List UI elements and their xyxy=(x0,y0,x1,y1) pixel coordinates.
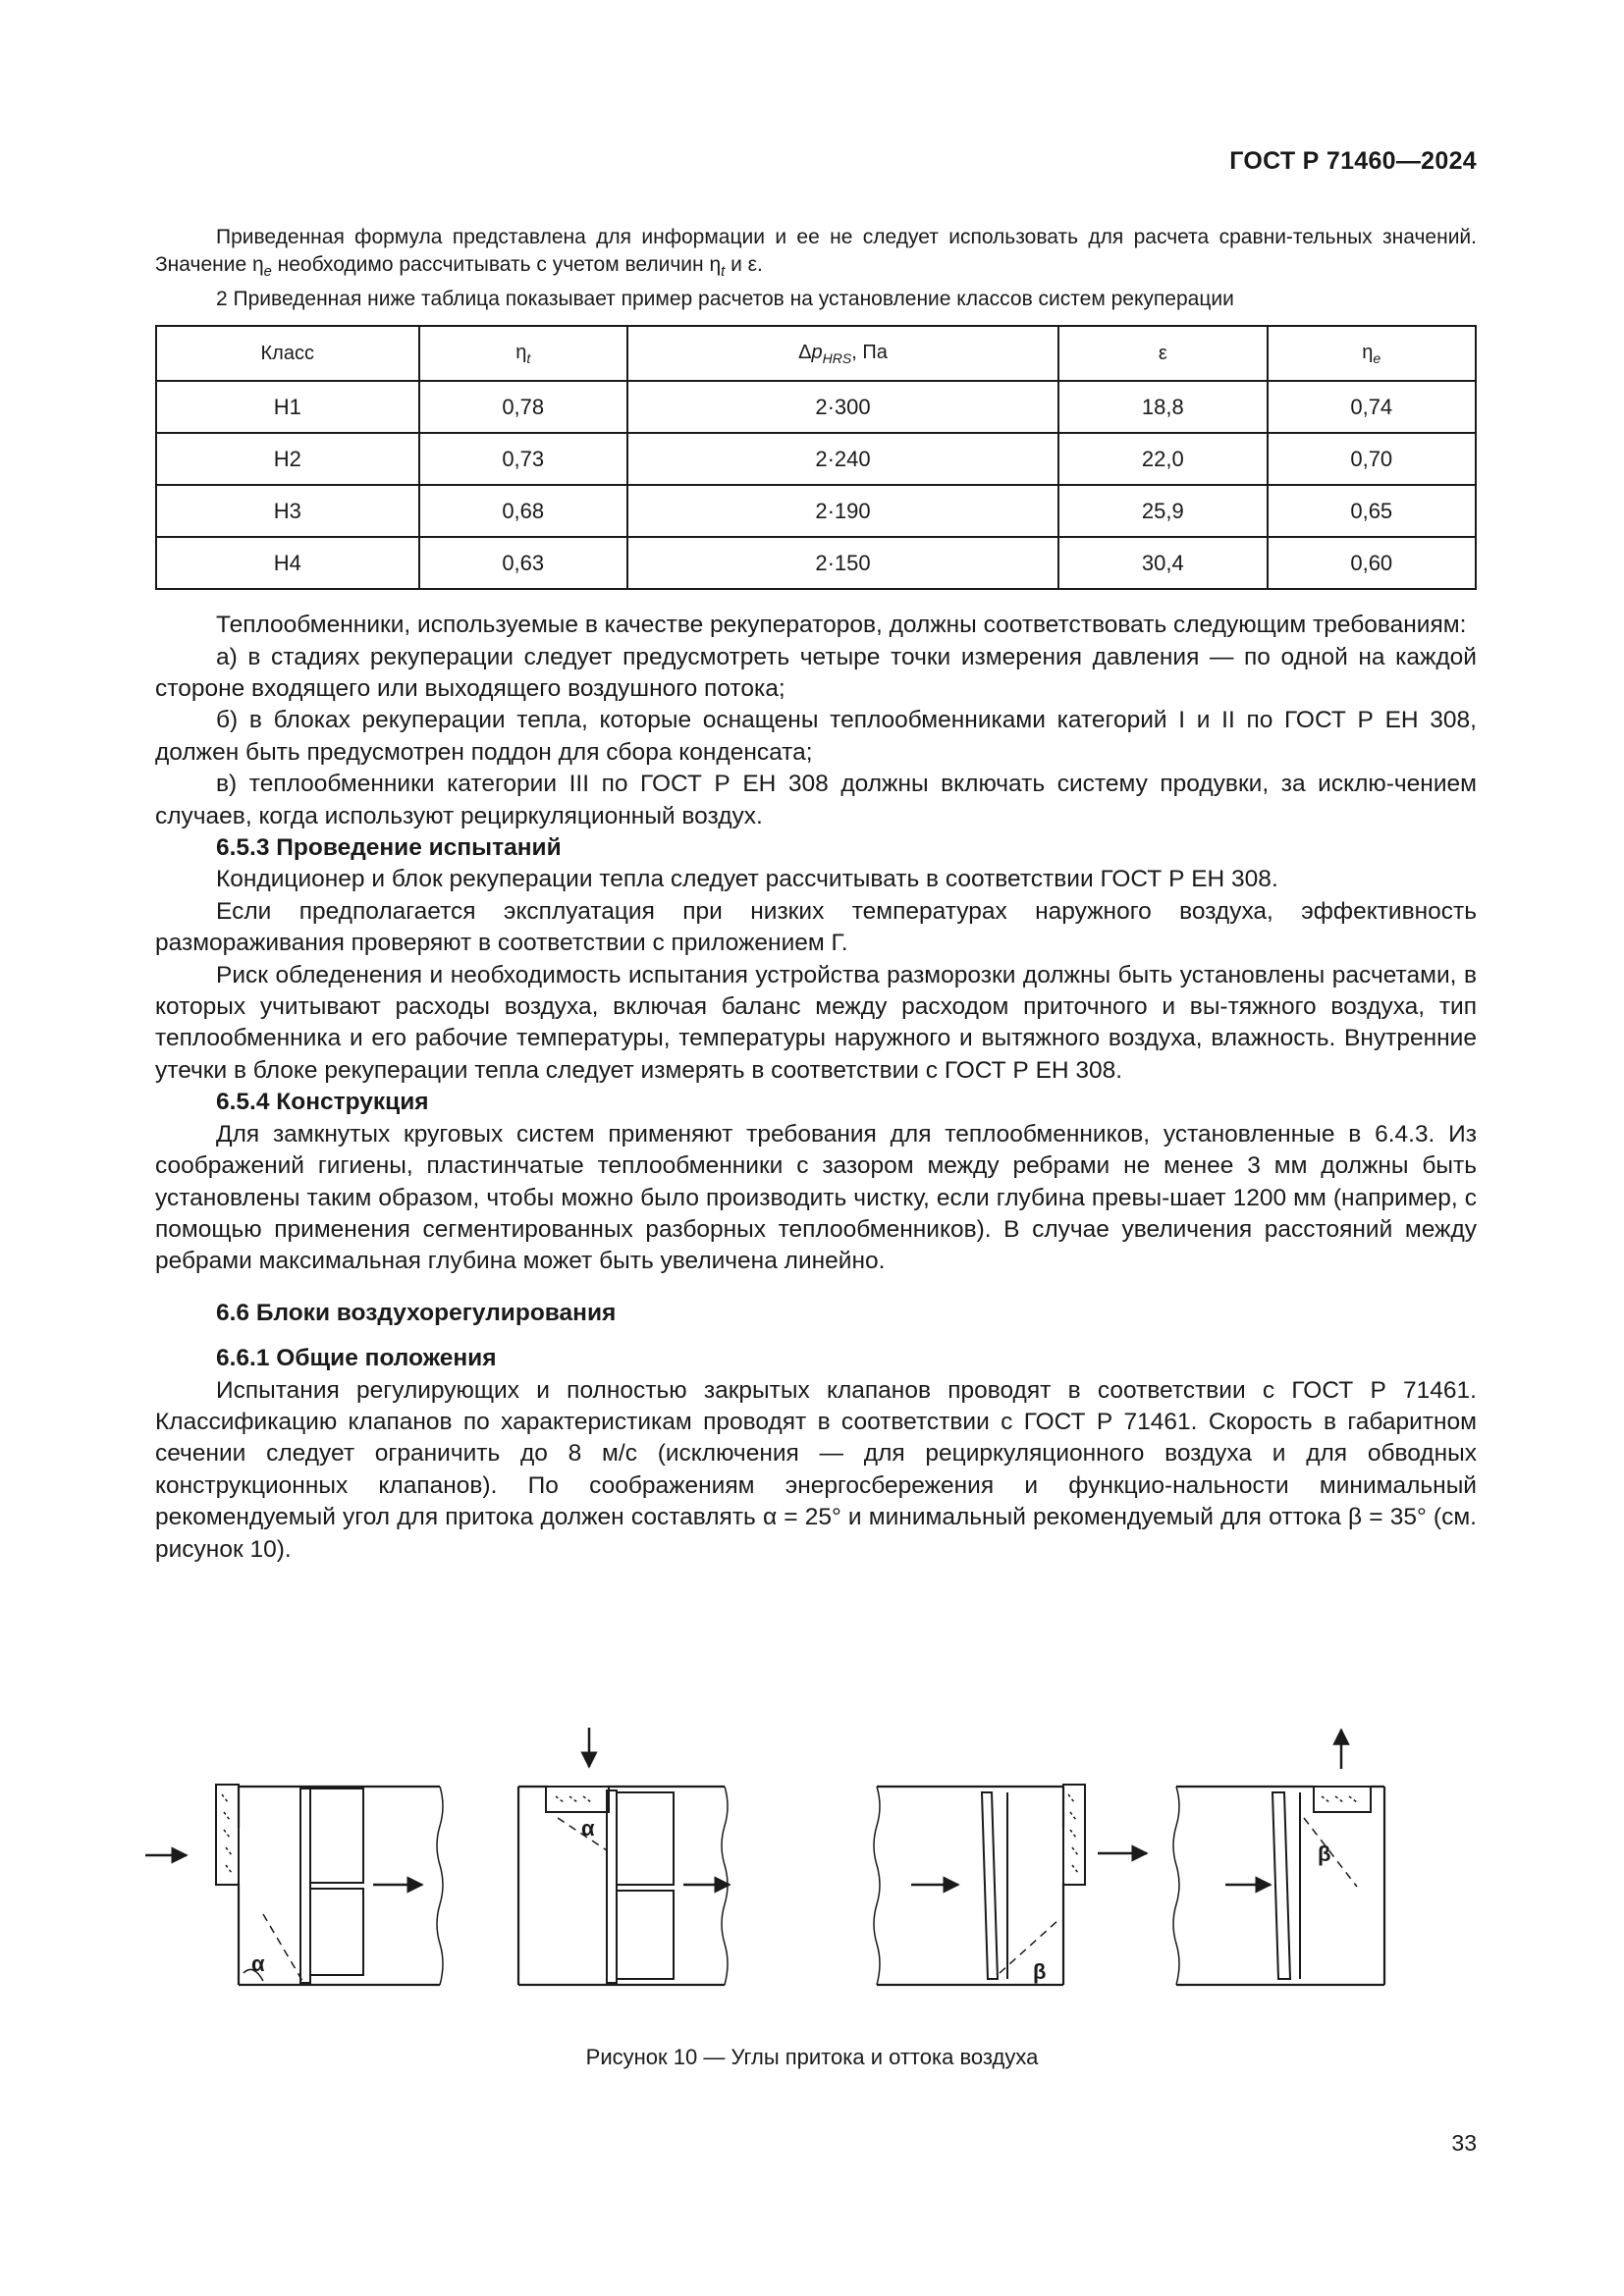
note-table-intro: 2 Приведенная ниже таблица показывает пример расчетов на установление классов систем рекуперации xyxy=(216,288,1234,311)
figure-caption: Рисунок 10 — Углы притока и оттока воздуха xyxy=(585,2045,1039,2069)
cell-eta-t: 0,68 xyxy=(419,485,627,537)
cell-eta-e: 0,60 xyxy=(1268,537,1476,589)
recuperation-class-table xyxy=(155,325,1477,590)
cell-eta-t: 0,73 xyxy=(419,433,627,485)
list-item-b: б) в блоках рекуперации тепла, которые оснащены теплообменниками категорий I и II по ГОСТ Р ЕН 308, должен быть предусмотрен поддон для сбора конденсата; xyxy=(155,707,1477,766)
section-heading-6-5-3: 6.5.3 Проведение испытаний xyxy=(216,834,562,862)
paragraph-6-5-3-a: Кондиционер и блок рекуперации тепла следует рассчитывать в соответствии ГОСТ Р ЕН 308. xyxy=(216,866,1278,893)
col-header-eta-e: $\eta_e$ xyxy=(1268,326,1476,381)
angle-label-alpha-2: α xyxy=(581,1816,595,1841)
list-item-c: в) теплообменники категории III по ГОСТ Р ЕН 308 должны включать систему продувки, за исклю-чением случаев, когда используют рециркуляционный воздух. xyxy=(155,771,1477,829)
table-row xyxy=(156,537,1476,589)
diagram-panel-inflow-side xyxy=(145,1785,443,1985)
cell-class: H1 xyxy=(156,381,419,433)
page-number: 33 xyxy=(1451,2130,1477,2156)
angle-label-beta-1: β xyxy=(1033,1959,1047,1984)
cell-eta-e: 0,65 xyxy=(1268,485,1476,537)
col-header-eta-t: $\eta_t$ xyxy=(419,326,627,381)
table-row xyxy=(156,433,1476,485)
paragraph-6-5-3-b: Если предполагается эксплуатация при низких температурах наружного воздуха, эффективность размораживания проверяют в соответствии с приложением Г. xyxy=(155,897,1477,957)
page-content xyxy=(155,224,1477,1566)
cell-eps: 25,9 xyxy=(1058,485,1267,537)
document-id-header: ГОСТ Р 71460—2024 xyxy=(1229,147,1477,175)
cell-class: H3 xyxy=(156,485,419,537)
cell-dp: 2·300 xyxy=(627,381,1058,433)
cell-eps: 22,0 xyxy=(1058,433,1267,485)
table-row xyxy=(156,485,1476,537)
cell-class: H4 xyxy=(156,537,419,589)
cell-dp: 2·190 xyxy=(627,485,1058,537)
cell-eta-e: 0,70 xyxy=(1268,433,1476,485)
cell-eta-t: 0,63 xyxy=(419,537,627,589)
figure-airflow-angles xyxy=(145,1728,1481,2012)
paragraph-requirements-intro: Теплообменники, используемые в качестве рекуператоров, должны соответствовать следующим требованиям: xyxy=(216,612,1467,639)
cell-eps: 18,8 xyxy=(1058,381,1267,433)
section-heading-6-6: 6.6 Блоки воздухорегулирования xyxy=(216,1299,617,1326)
diagram-panel-outflow-side xyxy=(874,1785,1147,1985)
cell-dp: 2·150 xyxy=(627,537,1058,589)
cell-class: H2 xyxy=(156,433,419,485)
cell-eps: 30,4 xyxy=(1058,537,1267,589)
col-header-dp: $\Delta p_{HRS}$, Па xyxy=(627,326,1058,381)
col-header-class: Класс xyxy=(156,326,419,381)
diagram-panel-outflow-top xyxy=(1173,1730,1384,1985)
paragraph-6-5-4: Для замкнутых круговых систем применяют требования для теплообменников, установленные в 6.4.3. Из соображений гигиены, пластинчатые теплообменники с зазором между ребрами не менее 3 мм должны быть установлены таким образом, чтобы можно было производить чистку, если глубина превы-шает 1200 мм (например, с помощью применения сегментированных разборных теплообменников). В случае увеличения расстояний между ребрами максимальная глубина может быть увеличена линейно. xyxy=(155,1120,1477,1275)
list-item-a: а) в стадиях рекуперации следует предусмотреть четыре точки измерения давления — по одной на каждой стороне входящего или выходящего воздушного потока; xyxy=(155,643,1477,702)
cell-dp: 2·240 xyxy=(627,433,1058,485)
paragraph-6-5-3-c: Риск обледенения и необходимость испытания устройства разморозки должны быть установлены расчетами, в которых учитывают расходы воздуха, включая баланс между расходом приточного и вы-тяжного воздуха, тип теплообменника и его рабочие температуры, температуры наружного и вытяжного воздуха, влажность. Внутренние утечки в блоке рекуперации тепла следует измерять в соответствии с ГОСТ Р ЕН 308. xyxy=(155,961,1477,1084)
cell-eta-t: 0,78 xyxy=(419,381,627,433)
angle-label-alpha-1: α xyxy=(251,1951,265,1976)
diagram-panel-inflow-top xyxy=(518,1728,730,1985)
table-row xyxy=(156,381,1476,433)
table-header-row xyxy=(156,326,1476,381)
paragraph-6-6-1: Испытания регулирующих и полностью закрытых клапанов проводят в соответствии с ГОСТ Р 71461. Классификацию клапанов по характеристикам проводят в соответствии с ГОСТ Р 71461. Скорость в габаритном сечении следует ограничить до 8 м/с (исключения — для рециркуляционного воздуха и для обводных конструкционных клапанов). По соображениям энергосбережения и функцио-нальности минимальный рекомендуемый угол для притока должен составлять α = 25° и минимальный рекомендуемый для оттока β = 35° (см. рисунок 10). xyxy=(155,1376,1477,1563)
cell-eta-e: 0,74 xyxy=(1268,381,1476,433)
section-heading-6-6-1: 6.6.1 Общие положения xyxy=(216,1345,497,1372)
section-heading-6-5-4: 6.5.4 Конструкция xyxy=(216,1089,429,1116)
col-header-eps: ε xyxy=(1058,326,1267,381)
angle-label-beta-2: β xyxy=(1318,1842,1331,1866)
note-formula: Приведенная формула представлена для информации и ее не следует использовать для расчета сравни-тельных значений. Значение $\eta_e$ необходимо рассчитывать с учетом величин $\eta_t$ и ε. xyxy=(155,226,1477,281)
